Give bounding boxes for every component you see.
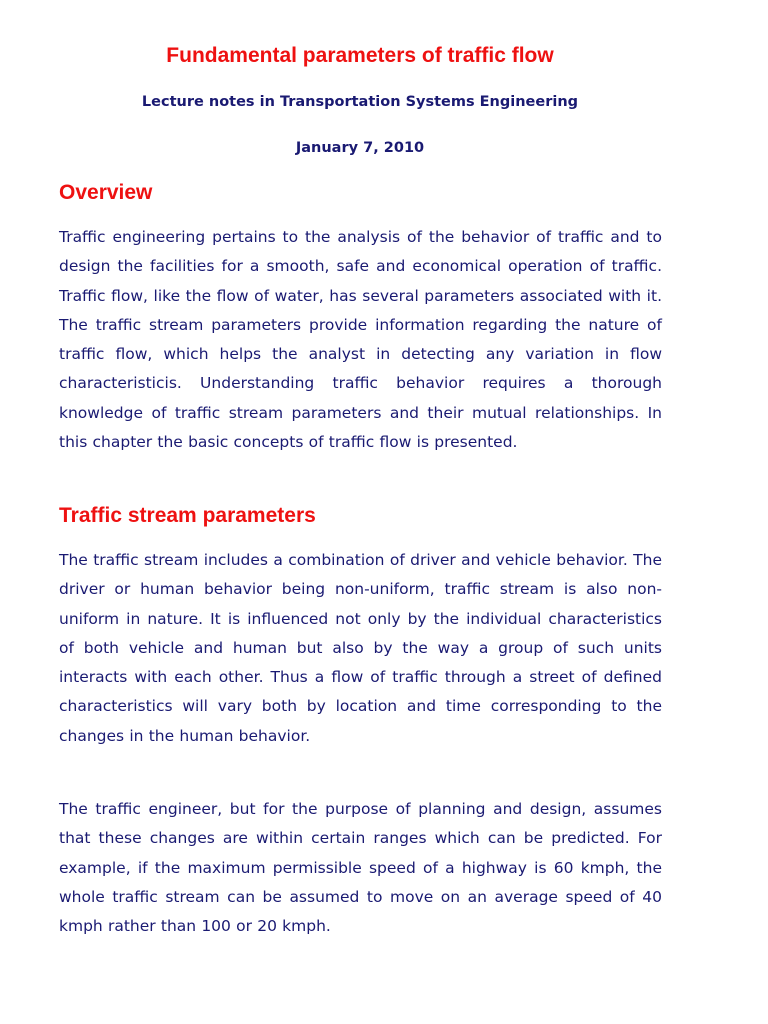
section-heading-traffic-stream-parameters: Traffic stream parameters bbox=[59, 504, 316, 527]
document-subtitle: Lecture notes in Transportation Systems Engineering bbox=[141, 94, 579, 110]
document-title: Fundamental parameters of traffic flow bbox=[166, 44, 554, 67]
document-date: January 7, 2010 bbox=[295, 140, 425, 156]
traffic-stream-paragraph-1: The traffic stream includes a combination of driver and vehicle behavior. The driver or human behavior being non-uniform, traffic stream is also non-uniform in nature. It is influenced not only by the individual characteristics of both vehicle and human but also by the way a group of such units interacts with each other. Thus a flow of traffic through a street of defined characteristics will vary both by location and time corresponding to the changes in the human behavior. bbox=[59, 551, 662, 745]
section-heading-overview: Overview bbox=[59, 181, 153, 204]
traffic-stream-paragraph-2: The traffic engineer, but for the purpose of planning and design, assumes that these changes are within certain ranges which can be predicted. For example, if the maximum permissible speed of a highway is 60 kmph, the whole traffic stream can be assumed to move on an average speed of 40 kmph rather than 100 or 20 kmph. bbox=[59, 800, 662, 936]
overview-paragraph: Traffic engineering pertains to the analysis of the behavior of traffic and to design the facilities for a smooth, safe and economical operation of traffic. Traffic flow, like the flow of water, has several parameters associated with it. The traffic stream parameters provide information regarding the nature of traffic flow, which helps the analyst in detecting any variation in flow characteristicis. Understanding traffic behavior requires a thorough knowledge of traffic stream parameters and their mutual relationships. In this chapter the basic concepts of traffic flow is presented. bbox=[59, 228, 662, 452]
